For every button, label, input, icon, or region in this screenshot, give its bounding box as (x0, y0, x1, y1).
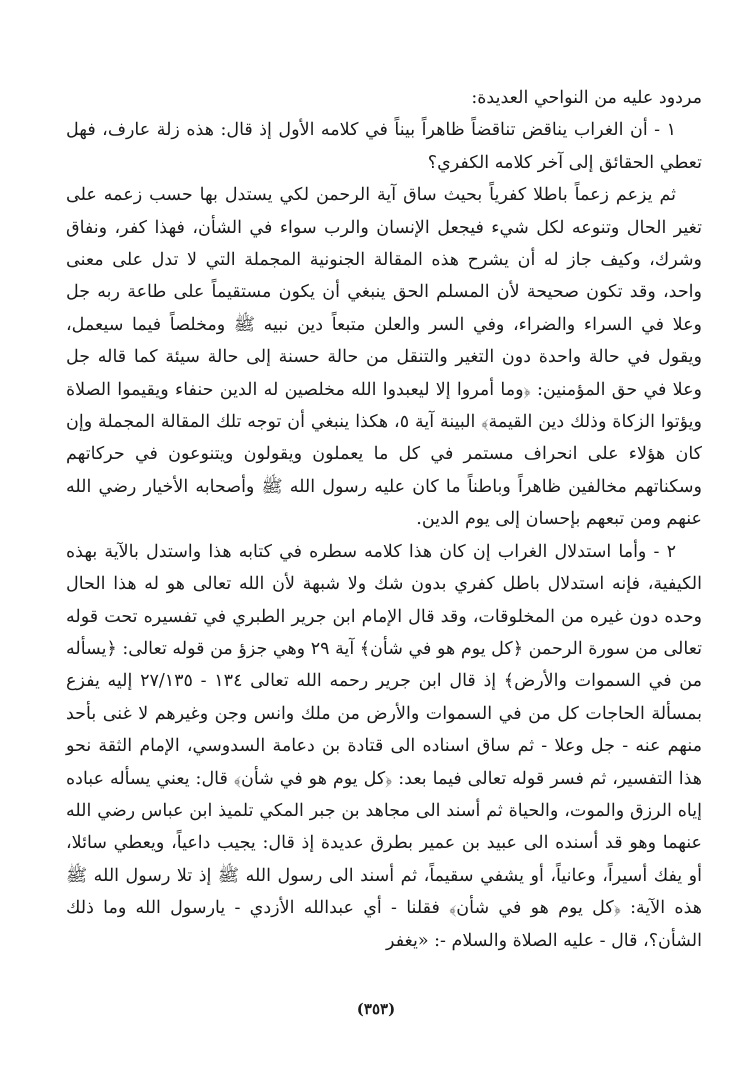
point-two-paragraph: ٢ - وأما استدلال الغراب إن كان هذا كلامه سطره في كتابه هذا واستدل بالآية بهذه الكيفية، فإنه استدلال باطل كفري بدون شك ولا شبهة لأن الله تعالى هو له هذا الحال وحده دون غيره من المخلوقات، وقد قال الإمام ابن جرير الطبري في تفسيره تحت قوله تعالى من سورة الرحمن ﴿كل يوم هو في شأن﴾ آية ٢٩ وهي جزؤ من قوله تعالى: ﴿يسأله من في السموات والأرض﴾ إذ قال ابن جرير رحمه الله تعالى ١٣٤ - ٢٧/١٣٥ إليه يفزع بمسألة الحاجات كل من في السموات والأرض من ملك وانس وجن وغيرهم لا غنى بأحد منهم عنه - جل وعلا - ثم ساق اسناده الى قتادة بن دعامة السدوسي، الإمام الثقة نحو هذا التفسير، ثم فسر قوله تعالى فيما بعد: ﴿كل يوم هو في شأن﴾ قال: يعني يسأله عباده إياه الرزق والموت، والحياة ثم أسند الى مجاهد بن جبر المكي تلميذ ابن عباس رضي الله عنهما وهو قد أسنده الى عبيد بن عمير بطرق عديدة إذ قال: يجيب داعياً، ويعطي سائلا، أو يفك أسيراً، وعانياً، أو يشفي سقيماً، ثم أسند الى رسول الله ﷺ إذ تلا رسول الله ﷺ هذه الآية: ﴿كل يوم هو في شأن﴾ فقلنا - أي عبدالله الأزدي - يارسول الله وما ذلك الشأن؟، قال - عليه الصلاة والسلام -: «يغفر (66, 541, 703, 951)
intro-line: مردود عليه من النواحي العديدة: (471, 88, 702, 108)
page-number: (٣٥٣) (356, 1000, 396, 1018)
argument-paragraph: ثم يزعم زعماً باطلا كفرياً بحيث ساق آية الرحمن لكي يستدل بها حسب زعمه على تغير الحال وتنوعه لكل شيء فيجعل الإنسان والرب سواء في الشأن، فهذا كفر، ونفاق وشرك، وكيف جاز له أن يشرح هذه المقالة الجنونية المجملة التي لا تدل على معنى واحد، وقد تكون صحيحة لأن المسلم الحق ينبغي أن يكون مستقيماً على طاعة ربه جل وعلا في السراء والضراء، وفي السر والعلن متبعاً دين نبيه ﷺ ومخلصاً فيما سيعمل، ويقول في حالة واحدة دون التغير والتنقل من حالة حسنة إلى حالة سيئة كما قاله جل وعلا في حق المؤمنين: ﴿وما أمروا إلا ليعبدوا الله مخلصين له الدين حنفاء ويقيموا الصلاة ويؤتوا الزكاة وذلك دين القيمة﴾ البينة آية ٥، هكذا ينبغي أن توجه تلك المقالة المجملة وإن كان هؤلاء على انحراف مستمر في كل ما يعملون ويقولون ويتنوعون في حركاتهم وسكناتهم مخالفين ظاهراً وباطناً ما كان عليه رسول الله ﷺ وأصحابه الأخيار رضي الله عنهم ومن تبعهم بإحسان إلى يوم الدين. (66, 185, 702, 530)
point-one-paragraph: ١ - أن الغراب يناقض تناقضاً ظاهراً بيناً في كلامه الأول إذ قال: هذه زلة عارف، فهل تعطي الحقائق إلى آخر كلامه الكفري؟ (66, 120, 702, 173)
page-body (66, 82, 702, 957)
